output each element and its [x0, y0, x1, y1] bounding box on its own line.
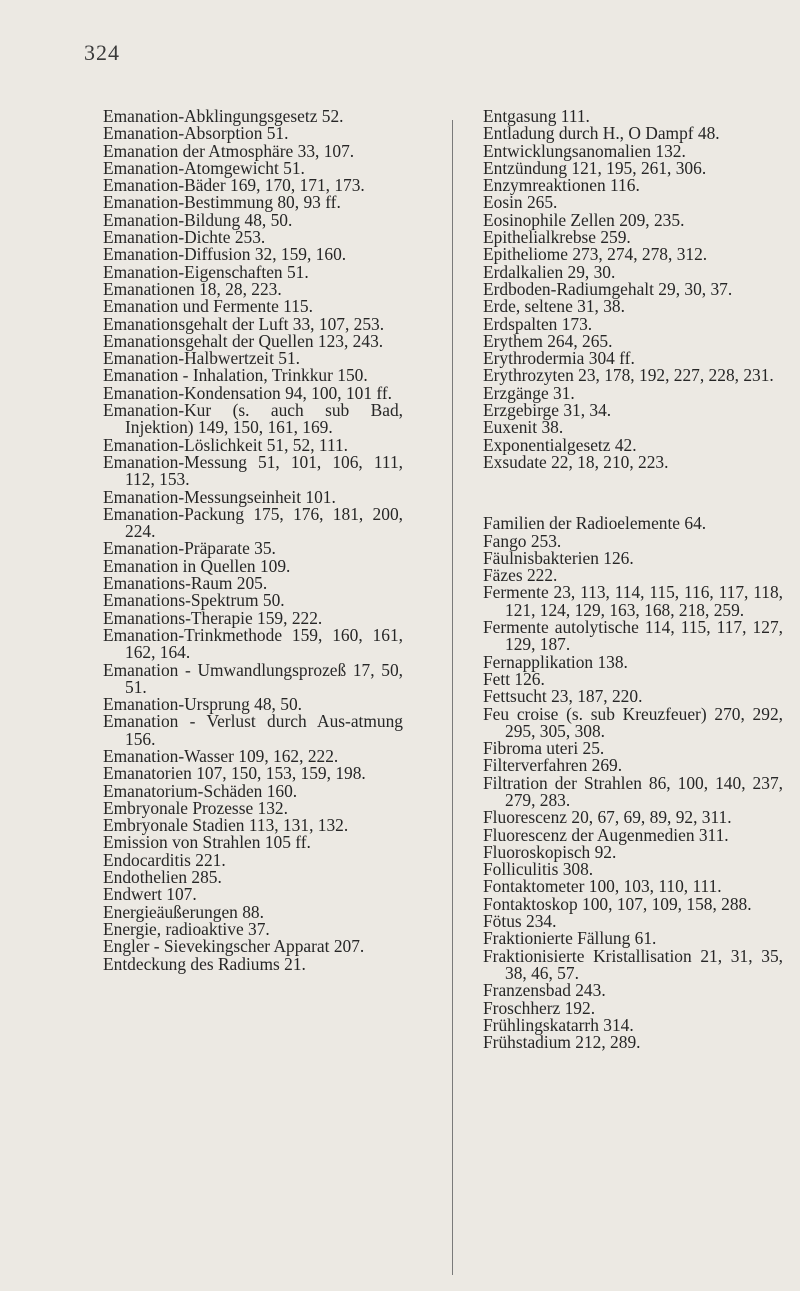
index-entry: Fluoroskopisch 92.: [483, 841, 617, 862]
index-entry: Erzgebirge 31, 34.: [483, 400, 612, 421]
index-entry: Energieäußerungen 88.: [103, 901, 264, 922]
index-entry: Emanations-Therapie 159, 222.: [103, 607, 323, 628]
index-entry: Emanationsgehalt der Luft 33, 107, 253.: [103, 313, 385, 334]
index-entry: Fontaktoskop 100, 107, 109, 158, 288.: [483, 893, 752, 914]
index-entry: Entwicklungsanomalien 132.: [483, 140, 686, 161]
index-entry: Fäzes 222.: [483, 565, 558, 586]
index-entry: Emission von Strahlen 105 ff.: [103, 832, 311, 853]
index-entry: Fibroma uteri 25.: [483, 738, 605, 759]
index-entry: Enzymreaktionen 116.: [483, 175, 640, 196]
index-entry: Fango 253.: [483, 530, 562, 551]
index-entry: Embryonale Stadien 113, 131, 132.: [103, 815, 349, 836]
index-entry: Erde, seltene 31, 38.: [483, 296, 625, 317]
index-entry: Emanation-Eigenschaften 51.: [103, 261, 309, 282]
index-entry: Fernapplikation 138.: [483, 651, 628, 672]
index-entry: Emanation-Wasser 109, 162, 222.: [103, 745, 339, 766]
index-entry: Erdboden-Radiumgehalt 29, 30, 37.: [483, 278, 733, 299]
index-entry: Entzündung 121, 195, 261, 306.: [483, 157, 707, 178]
index-entry: Emanation-Kur (s. auch sub Bad, Injektion) 149, 150, 161, 169.: [103, 400, 403, 438]
index-entry: Engler - Sievekingscher Apparat 207.: [103, 936, 365, 957]
index-entry: Endwert 107.: [103, 884, 197, 905]
index-entry: Fett 126.: [483, 668, 545, 689]
index-entry: Fontaktometer 100, 103, 110, 111.: [483, 876, 722, 897]
section-gap: [483, 471, 783, 515]
index-entry: Emanatorium-Schäden 160.: [103, 780, 298, 801]
index-entry: Erythrodermia 304 ff.: [483, 348, 635, 369]
index-column-left: [103, 108, 403, 973]
index-entry: Energie, radioaktive 37.: [103, 918, 270, 939]
index-entry: Emanations-Spektrum 50.: [103, 590, 285, 611]
index-entry: Fraktionierte Fällung 61.: [483, 928, 657, 949]
index-entry: Emanation-Bildung 48, 50.: [103, 209, 293, 230]
index-entry: Emanation-Diffusion 32, 159, 160.: [103, 244, 347, 265]
index-entry: Emanation - Inhalation, Trinkkur 150.: [103, 365, 368, 386]
index-entry: Endothelien 285.: [103, 867, 222, 888]
index-entry: Eosinophile Zellen 209, 235.: [483, 209, 685, 230]
index-entry: Epithelialkrebse 259.: [483, 227, 631, 248]
index-entry: Folliculitis 308.: [483, 859, 594, 880]
index-entry: Fäulnisbakterien 126.: [483, 547, 634, 568]
index-entry: Emanation-Abklingungsgesetz 52.: [103, 106, 344, 126]
index-entry: Embryonale Prozesse 132.: [103, 797, 288, 818]
index-entry: Emanation-Messung 51, 101, 106, 111, 112, 153.: [103, 451, 403, 490]
index-entry: Eosin 265.: [483, 192, 558, 213]
index-entry: Emanation-Löslichkeit 51, 52, 111.: [103, 434, 349, 455]
index-entry: Fluorescenz der Augenmedien 311.: [483, 824, 729, 845]
index-entry: Fraktionisierte Kristallisation 21, 31, 35, 38, 46, 57.: [483, 945, 783, 983]
index-entry: Emanationen 18, 28, 223.: [103, 278, 282, 299]
index-entry: Entgasung 111.: [483, 106, 590, 126]
index-entry: Entdeckung des Radiums 21.: [103, 953, 306, 974]
index-entry: Emanation - Verlust durch Aus-atmung 156.: [103, 711, 403, 749]
index-entry: Emanations-Raum 205.: [103, 573, 268, 594]
index-entry: Erythrozyten 23, 178, 192, 227, 228, 231.: [483, 365, 774, 386]
index-entry: Fötus 234.: [483, 911, 557, 932]
index-entry: Erdspalten 173.: [483, 313, 593, 334]
index-entry: Epitheliome 273, 274, 278, 312.: [483, 244, 708, 265]
index-entry: Erythem 264, 265.: [483, 330, 613, 351]
index-entry: Emanatorien 107, 150, 153, 159, 198.: [103, 763, 366, 784]
index-entry: Emanation-Messungseinheit 101.: [103, 486, 336, 507]
index-entry: Emanation - Umwandlungsprozeß 17, 50, 51.: [103, 659, 403, 697]
index-entry: Feu croise (s. sub Kreuzfeuer) 270, 292, 295, 305, 308.: [483, 703, 783, 741]
index-entry: Emanation-Bestimmung 80, 93 ff.: [103, 192, 341, 213]
index-entry: Fluorescenz 20, 67, 69, 89, 92, 311.: [483, 807, 732, 828]
index-column-right: [483, 108, 783, 1051]
index-entry: Emanation-Ursprung 48, 50.: [103, 694, 302, 715]
index-entry: Frühstadium 212, 289.: [483, 1032, 641, 1053]
index-entry: Exponentialgesetz 42.: [483, 434, 637, 455]
index-entry: Familien der Radioelemente 64.: [483, 513, 707, 534]
index-entry: Froschherz 192.: [483, 997, 596, 1018]
index-entry: Emanationsgehalt der Quellen 123, 243.: [103, 330, 384, 351]
index-entry: Emanation-Halbwertzeit 51.: [103, 348, 301, 369]
index-entry: Emanation-Dichte 253.: [103, 227, 266, 248]
index-entry: Erzgänge 31.: [483, 382, 575, 403]
index-entry: Emanation-Atomgewicht 51.: [103, 157, 305, 178]
index-entry: Filterverfahren 269.: [483, 755, 623, 776]
index-entry: Endocarditis 221.: [103, 849, 226, 870]
index-entry: Emanation-Präparate 35.: [103, 538, 276, 559]
index-entry: Emanation-Bäder 169, 170, 171, 173.: [103, 175, 365, 196]
index-entry: Frühlingskatarrh 314.: [483, 1014, 634, 1035]
page-number: 324: [84, 40, 120, 65]
index-entry: Fermente 23, 113, 114, 115, 116, 117, 118, 121, 124, 129, 163, 168, 218, 259.: [483, 582, 783, 620]
index-entry: Emanation und Fermente 115.: [103, 296, 313, 317]
index-entry: Emanation-Trinkmethode 159, 160, 161, 162, 164.: [103, 624, 403, 663]
index-entry: Franzensbad 243.: [483, 980, 606, 1001]
index-entry: Exsudate 22, 18, 210, 223.: [483, 451, 669, 472]
index-entry: Euxenit 38.: [483, 417, 564, 438]
index-entry: Emanation der Atmosphäre 33, 107.: [103, 140, 355, 161]
column-divider: [452, 120, 453, 1275]
index-entry: Emanation-Packung 175, 176, 181, 200, 224.: [103, 503, 403, 542]
index-entry: Emanation in Quellen 109.: [103, 555, 291, 576]
index-entry: Emanation-Kondensation 94, 100, 101 ff.: [103, 382, 392, 403]
index-entry: Fettsucht 23, 187, 220.: [483, 686, 643, 707]
index-entry: Emanation-Absorption 51.: [103, 123, 289, 144]
index-entry: Filtration der Strahlen 86, 100, 140, 237, 279, 283.: [483, 772, 783, 810]
index-entry: Fermente autolytische 114, 115, 117, 127, 129, 187.: [483, 617, 783, 655]
index-entry: Entladung durch H., O Dampf 48.: [483, 123, 720, 144]
index-entry: Erdalkalien 29, 30.: [483, 261, 616, 282]
